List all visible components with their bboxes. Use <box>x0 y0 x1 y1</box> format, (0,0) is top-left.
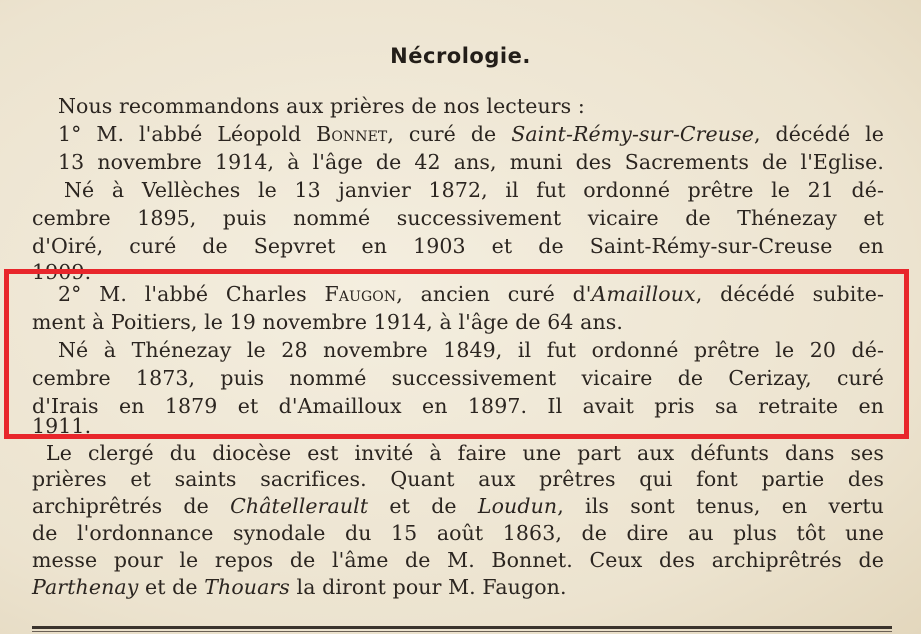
red-highlight-box <box>4 269 909 439</box>
closing-text: la diront pour M. Faugon. <box>289 575 567 599</box>
closing-text: et de <box>368 494 478 518</box>
footer-rule-thin <box>32 631 892 632</box>
entry2-text: 2° M. l'abbé Charles <box>58 282 325 306</box>
entry1-line4: cembre 1895, puis nommé successivement vicaire de Thénezay et <box>32 206 884 230</box>
archpriesthood-name: Châtellerault <box>230 494 369 518</box>
entry1-parish: Saint-Rémy-sur-Creuse <box>511 122 754 146</box>
entry1-text: 1° M. l'abbé Léopold <box>58 122 317 146</box>
entry2-text: , décédé subite- <box>695 282 885 306</box>
entry1-text: , décédé le <box>753 122 884 146</box>
entry2-line4: cembre 1873, puis nommé successivement vicaire de Cerizay, curé <box>32 366 884 390</box>
archpriesthood-name: Loudun <box>477 494 558 518</box>
entry1-line5: d'Oiré, curé de Sepvret en 1903 et de Saint-Rémy-sur-Creuse en <box>32 234 884 258</box>
entry2-line2: ment à Poitiers, le 19 novembre 1914, à l'âge de 64 ans. <box>32 310 624 334</box>
entry2-line3: Né à Thénezay le 28 novembre 1849, il fut ordonné prêtre le 20 dé- <box>58 338 884 362</box>
closing-text: , ils sont tenus, en vertu <box>557 494 884 518</box>
footer-rule <box>32 626 892 629</box>
intro-line: Nous recommandons aux prières de nos lecteurs : <box>58 94 585 118</box>
entry2-line5: d'Irais en 1879 et d'Amailloux en 1897. Il avait pris sa retraite en <box>32 394 884 418</box>
entry1-text: , curé de <box>387 122 512 146</box>
closing-line5: messe pour le repos de l'âme de M. Bonnet. Ceux des archiprêtrés de <box>32 548 884 572</box>
closing-line6 <box>32 573 567 601</box>
entry1-line6: 1909. <box>32 260 92 284</box>
closing-line3 <box>32 492 884 520</box>
entry2-text: , ancien curé d' <box>396 282 592 306</box>
closing-line2: prières et saints sacrifices. Quant aux prêtres qui font partie des <box>32 467 884 491</box>
entry1-line2: 13 novembre 1914, à l'âge de 42 ans, muni des Sacrements de l'Eglise. <box>58 150 884 174</box>
closing-text: archiprêtrés de <box>32 494 231 518</box>
entry2-line6: 1911. <box>32 414 92 438</box>
entry1-surname: Bonnet <box>316 122 388 146</box>
entry1-line3: Né à Vellèches le 13 janvier 1872, il fut ordonné prêtre le 21 dé- <box>64 178 884 202</box>
entry2-parish: Amailloux <box>591 282 696 306</box>
entry1-line1 <box>58 120 884 148</box>
closing-line4: de l'ordonnance synodale du 15 août 1863, de dire au plus tôt une <box>32 521 884 545</box>
entry2-surname: Faugon <box>324 282 397 306</box>
archpriesthood-name: Thouars <box>204 575 290 599</box>
closing-line1: Le clergé du diocèse est invité à faire une part aux défunts dans ses <box>46 441 884 465</box>
page-title: Nécrologie. <box>390 44 531 68</box>
archpriesthood-name: Parthenay <box>32 575 139 599</box>
closing-text: et de <box>138 575 205 599</box>
